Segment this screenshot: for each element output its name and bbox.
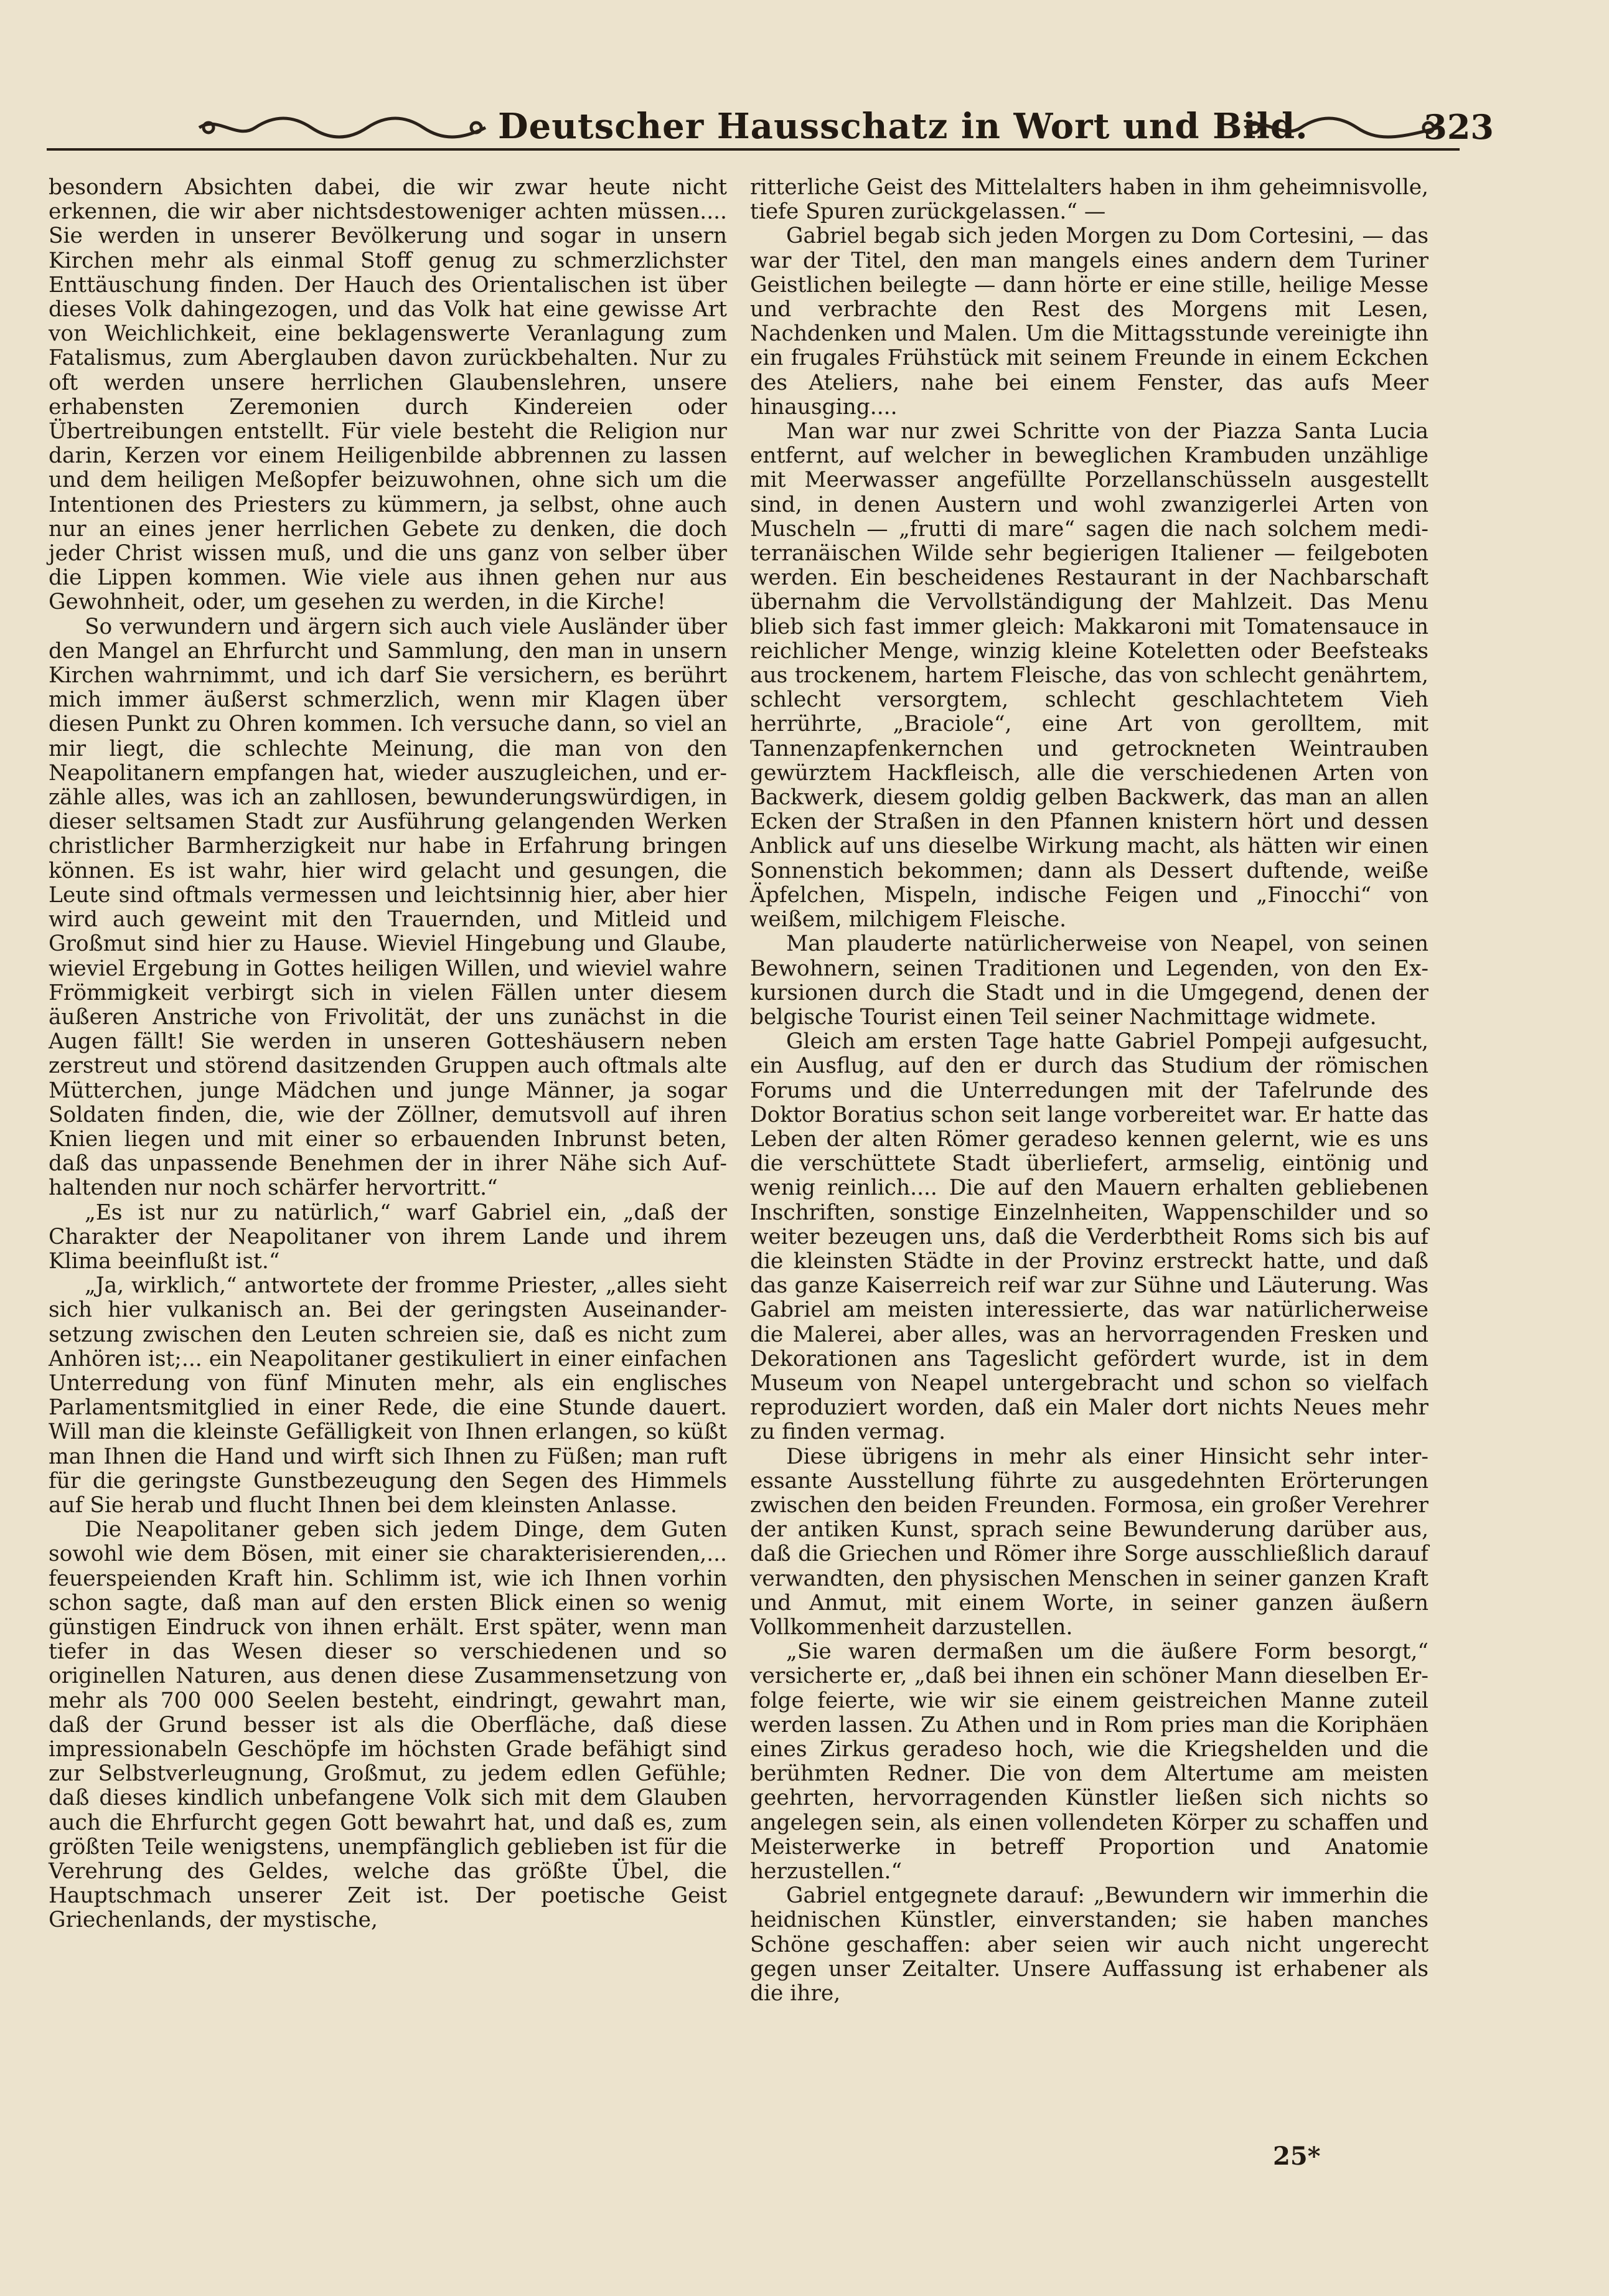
- ornament-left-icon: [193, 112, 492, 143]
- paragraph: Gabriel begab sich jeden Morgen zu Dom Cortesini, — das war der Titel, den man mangels eines andern dem Turiner Geistlichen beilegte — dann hörte er eine stille, heilige Messe und verbrachte den Rest des Morgens mit Lesen, Nachdenken und Malen. Um die Mittagsstunde vereinigte ihn ein frugales Frühstück mit seinem Freunde in einem Eckchen des Ateliers, nahe bei einem Fenster, das aufs Meer hinausging....: [750, 223, 1428, 420]
- paragraph: „Es ist nur zu natürlich,“ warf Gabriel ein, „daß der Charakter der Neapolitaner von ihrem Lande und ihrem Klima beeinflußt ist.“: [49, 1200, 727, 1274]
- page-number: 323: [1424, 107, 1494, 147]
- paragraph: Gabriel entgegnete darauf: „Bewundern wir immerhin die heidnischen Künstler, einverstanden; sie haben manches Schöne geschaffen: aber seien wir auch nicht ungerecht gegen unser Zeitalter. Unsere Auffassung ist erhabener als die ihre,: [750, 1883, 1428, 2007]
- left-column: [49, 176, 727, 1933]
- paragraph: Gleich am ersten Tage hatte Gabriel Pompeji aufgesucht, ein Ausflug, auf den er durch das Studium der römischen Forums und die Unterredungen mit der Tafelrunde des Doktor Boratius schon seit lange vorbereitet war. Er hatte das Leben der alten Römer geradeso kennen gelernt, wie es uns die verschüttete Stadt überliefert, armselig, eintönig und wenig reinlich.... Die auf den Mauern erhalten gebliebenen Inschriften, sonstige Einzelnheiten, Wappenschilder und so weiter bezeugen uns, daß die Verderbtheit Roms sich bis auf die kleinsten Städte in der Provinz erstreckt hatte, und daß das ganze Kaiserreich reif war zur Sühne und Läuterung. Was Gabriel am meisten interessierte, das war natürlicherweise die Malerei, aber alles, was an hervorragenden Fresken und Dekorationen ans Tageslicht gefördert wurde, ist in dem Museum von Neapel untergebracht und schon so vielfach reproduziert worden, daß ein Maler dort nichts Neues mehr zu finden vermag.: [750, 1029, 1428, 1445]
- paragraph: „Sie waren dermaßen um die äußere Form besorgt,“ versicherte er, „daß bei ihnen ein schöner Mann dieselben Erfolge feierte, wie wir sie einem geistreichen Manne zuteil werden lassen. Zu Athen und in Rom pries man die Koriphäen eines Zirkus geradeso hoch, wie die Kriegshelden und die berühmten Redner. Die von dem Altertume am meisten geehrten, hervorragenden Künstler ließen sich nichts so angelegen sein, als einen vollendeten Körper zu schaffen und Meisterwerke in betreff Proportion und Anatomie herzustellen.“: [750, 1639, 1428, 1884]
- page-header: [0, 93, 1609, 162]
- paragraph: ritterliche Geist des Mittelalters haben in ihm geheimnisvolle, tiefe Spuren zurückgelassen.“ —: [750, 175, 1428, 225]
- paragraph: Die Neapolitaner geben sich jedem Dinge, dem Guten sowohl wie dem Bösen, mit einer sie charakterisierenden,... feuerspeienden Kraft hin. Schlimm ist, wie ich Ihnen vorhin schon sagte, daß man auf den ersten Blick einen so wenig günstigen Eindruck von ihnen erhält. Erst später, wenn man tiefer in das Wesen dieser so verschiedenen und so originellen Naturen, aus denen diese Zusammensetzung von mehr als 700 000 Seelen besteht, eindringt, gewahrt man, daß der Grund besser ist als die Oberfläche, daß diese impressionabeln Geschöpfe im höchsten Grade befähigt sind zur Selbstverleugnung, Großmut, zu jedem edlen Gefühle; daß dieses kindlich unbefangene Volk sich mit dem Glauben auch die Ehrfurcht gegen Gott bewahrt hat, und daß es, zum größten Teile wenigstens, unempfänglich geblieben ist für die Verehrung des Geldes, welche das größte Übel, die Hauptschmach unserer Zeit ist. Der poetische Geist Griechenlands, der mystische,: [49, 1517, 727, 1933]
- paragraph: Man plauderte natürlicherweise von Neapel, von seinen Bewohnern, seinen Traditionen und Legenden, von den Exkursionen durch die Stadt und in die Umgegend, denen der belgische Tourist einen Teil seiner Nachmittage widmete.: [750, 931, 1428, 1030]
- header-rule: [47, 148, 1460, 151]
- paragraph: „Ja, wirklich,“ antwortete der fromme Priester, „alles sieht sich hier vulkanisch an. Bei der geringsten Auseinandersetzung zwischen den Leuten schreien sie, daß es nicht zum Anhören ist;... ein Neapolitaner gestikuliert in einer einfachen Unterredung von fünf Minuten mehr, als ein englisches Parlamentsmitglied in einer Rede, die eine Stunde dauert. Will man die kleinste Gefälligkeit von Ihnen erlangen, so küßt man Ihnen die Hand und wirft sich Ihnen zu Füßen; man ruft für die geringste Gunstbezeugung den Segen des Himmels auf Sie herab und flucht Ihnen bei dem kleinsten Anlasse.: [49, 1273, 727, 1518]
- signature-mark: 25*: [1273, 2142, 1321, 2171]
- paragraph: besondern Absichten dabei, die wir zwar heute nicht erkennen, die wir aber nichtsdestoweniger achten müssen.... Sie werden in unserer Bevölkerung und sogar in unsern Kirchen mehr als einmal Stoff genug zu schmerzlichster Enttäuschung finden. Der Hauch des Orientalischen ist über dieses Volk dahingezogen, und das Volk hat eine gewisse Art von Weichlichkeit, eine beklagenswerte Veranlagung zum Fatalismus, zum Aberglauben davon zurückbehalten. Nur zu oft werden unsere herrlichen Glaubenslehren, unsere erhabensten Zeremonien durch Kindereien oder Übertreibungen entstellt. Für viele besteht die Religion nur darin, Kerzen vor einem Heiligenbilde abbrennen zu lassen und dem heiligen Meßopfer beizuwohnen, ohne sich um die Intentionen des Priesters zu kümmern, ja selbst, ohne auch nur an eines jener herrlichen Gebete zu denken, die doch jeder Christ wissen muß, und die uns ganz von selber über die Lippen kommen. Wie viele aus ihnen gehen nur aus Gewohnheit, oder, um gesehen zu werden, in die Kirche!: [49, 175, 727, 615]
- paragraph: So verwundern und ärgern sich auch viele Ausländer über den Mangel an Ehrfurcht und Sammlung, den man in unsern Kirchen wahrnimmt, und ich darf Sie versichern, es berührt mich immer äußerst schmerzlich, wenn mir Klagen über diesen Punkt zu Ohren kommen. Ich versuche dann, so viel an mir liegt, die schlechte Meinung, die man von den Neapolitanern empfangen hat, wieder auszugleichen, und erzähle alles, was ich an zahllosen, bewunderungswürdigen, in dieser seltsamen Stadt zur Ausführung gelangenden Werken christlicher Barmherzigkeit nur habe in Erfahrung bringen können. Es ist wahr, hier wird gelacht und gesungen, die Leute sind oftmals vermessen und leichtsinnig hier, aber hier wird auch geweint mit den Trauernden, und Mitleid und Großmut sind hier zu Hause. Wieviel Hingebung und Glaube, wieviel Ergebung in Gottes heiligen Willen, und wieviel wahre Frömmigkeit verbirgt sich in vielen Fällen unter diesem äußeren Anstriche von Frivolität, der uns zunächst in die Augen fällt! Sie werden in unseren Gotteshäusern neben zerstreut und störend dasitzenden Gruppen auch oftmals alte Mütterchen, junge Mädchen und junge Männer, ja sogar Soldaten finden, die, wie der Zöllner, demutsvoll auf ihren Knien liegen und mit einer so erbauenden Inbrunst beten, daß das unpassende Benehmen der in ihrer Nähe sich Aufhaltenden nur noch schärfer hervortritt.“: [49, 614, 727, 1201]
- running-head: Deutscher Hausschatz in Wort und Bild.: [498, 106, 1308, 147]
- paragraph: Diese übrigens in mehr als einer Hinsicht sehr interessante Ausstellung führte zu ausgedehnten Erörterungen zwischen den beiden Freunden. Formosa, ein großer Verehrer der antiken Kunst, sprach seine Bewunderung darüber aus, daß die Griechen und Römer ihre Sorge ausschließlich darauf verwandten, den physischen Menschen in seiner ganzen Kraft und Anmut, mit einem Worte, in seiner ganzen äußern Vollkommenheit darzustellen.: [750, 1444, 1428, 1640]
- right-column: [750, 176, 1428, 2006]
- paragraph: Man war nur zwei Schritte von der Piazza Santa Lucia entfernt, auf welcher in beweglichen Krambuden unzählige mit Meerwasser angefüllte Porzellanschüsseln ausgestellt sind, in denen Austern und wohl zwanzigerlei Arten von Muscheln — „frutti di mare“ sagen die nach solchem mediterranäischen Wilde sehr begierigen Italiener — feilgeboten werden. Ein bescheidenes Restaurant in der Nachbarschaft übernahm die Vervollständigung der Mahlzeit. Das Menu blieb sich fast immer gleich: Makkaroni mit Tomatensauce in reichlicher Menge, winzig kleine Koteletten oder Beefsteaks aus trockenem, hartem Fleische, das von schlecht genährtem, schlecht versorgtem, schlecht geschlachtetem Vieh herrührte, „Braciole“, eine Art von gerolltem, mit Tannenzapfenkernchen und getrockneten Weintrauben gewürztem Hackfleisch, alle die verschiedenen Arten von Backwerk, diesem goldig gelben Backwerk, das man an allen Ecken der Straßen in den Pfannen knistern hört und dessen Anblick auf uns dieselbe Wirkung macht, als hätten wir einen Sonnenstich bekommen; dann als Dessert duftende, weiße Äpfelchen, Mispeln, indische Feigen und „Finocchi“ von weißem, milchigem Fleische.: [750, 419, 1428, 933]
